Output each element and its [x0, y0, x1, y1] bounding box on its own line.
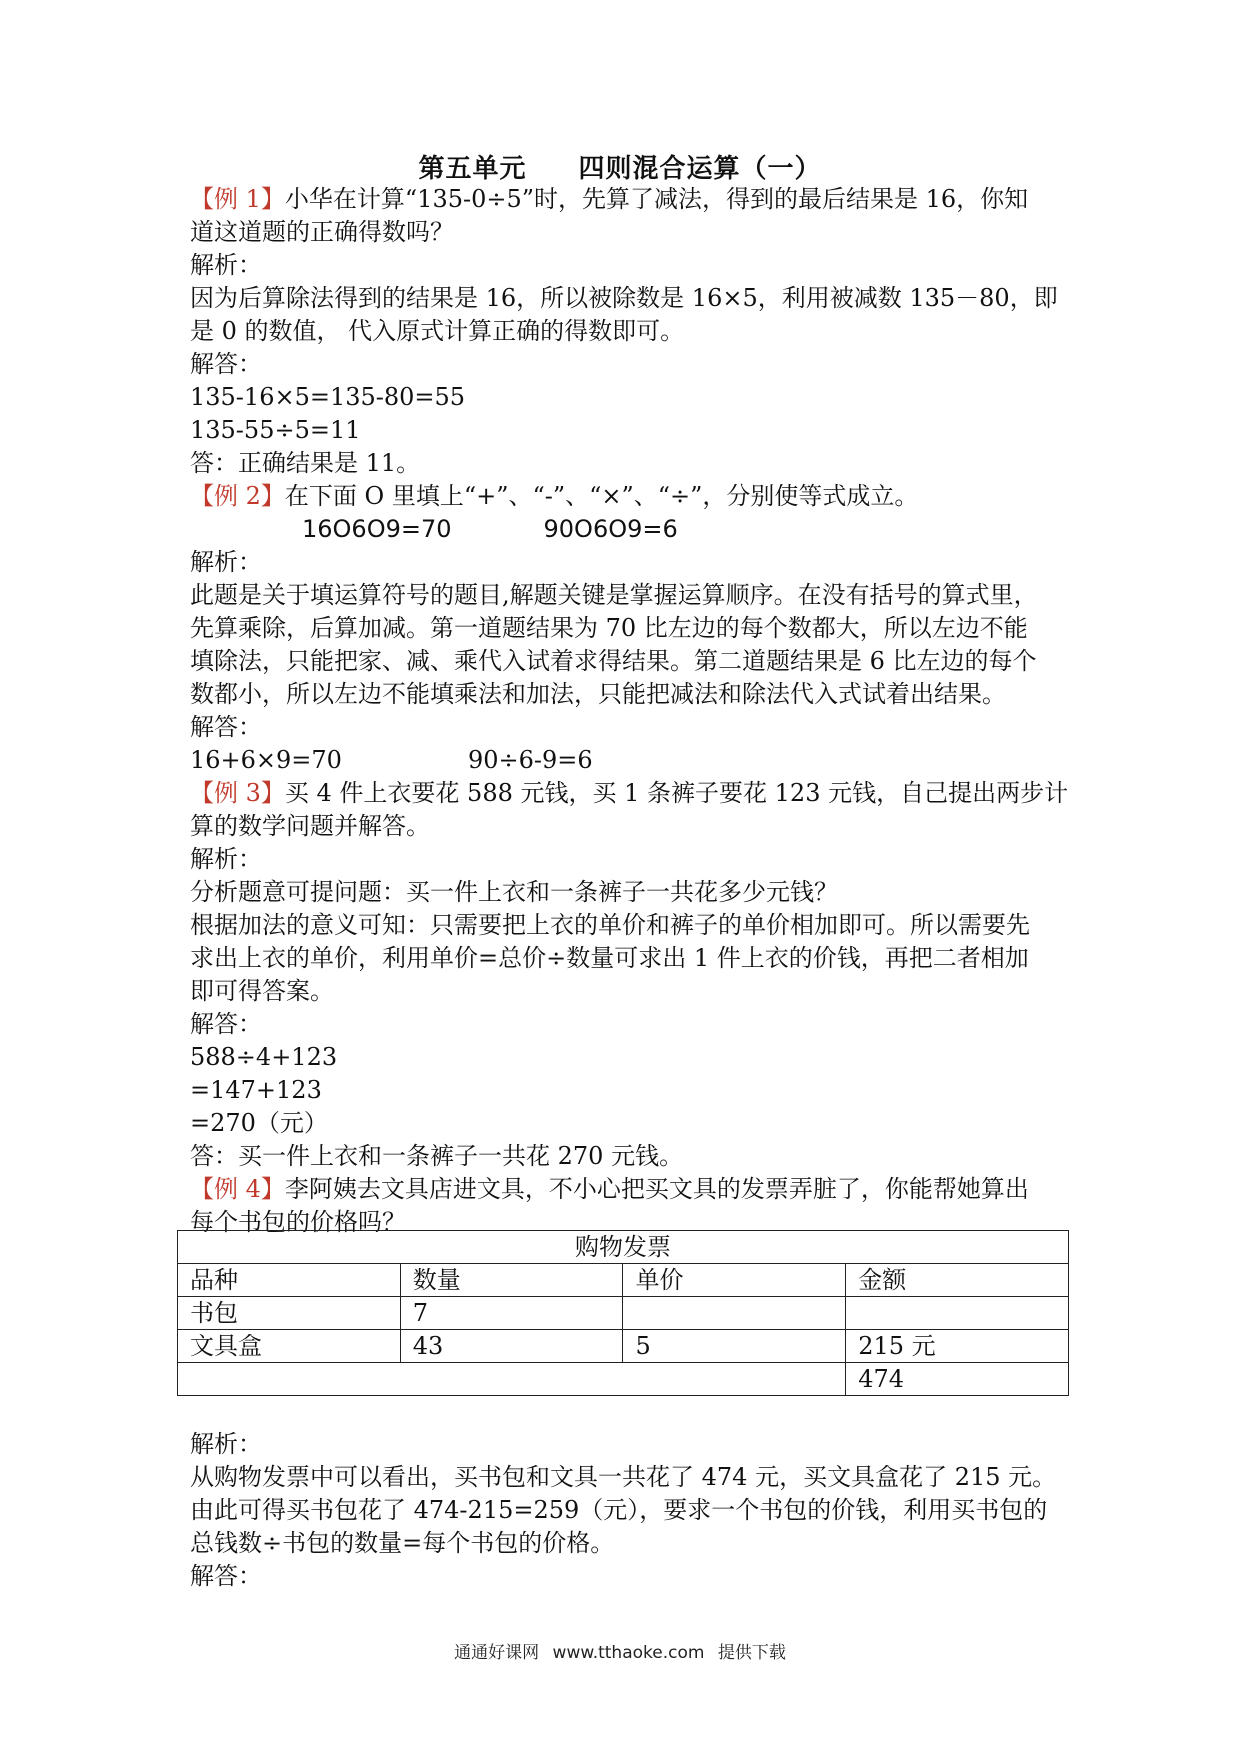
- ex4-tag: 【例 4】: [190, 1175, 285, 1203]
- ex4-analysis-line2: 由此可得买书包花了 474-215=259（元），要求一个书包的价钱，利用买书包的: [190, 1496, 1048, 1524]
- main-content: [190, 183, 1070, 1239]
- unit-title: 第五单元: [418, 154, 527, 184]
- ex1-answer-label: 解答：: [190, 350, 262, 378]
- ex3-answer-line2: =147+123: [190, 1076, 322, 1104]
- invoice-header-row: [178, 1264, 1069, 1297]
- invoice-row-pencil-box: [178, 1330, 1069, 1363]
- ex1-analysis-line1: 因为后算除法得到的结果是 16，所以被除数是 16×5，利用被减数 135－80，即: [190, 284, 1058, 312]
- ex2-analysis-line3: 填除法，只能把家、减、乘代入试着求得结果。第二道题结果是 6 比左边的每个: [190, 647, 1037, 675]
- invoice-cell: 215 元: [846, 1330, 1069, 1363]
- ex2-answer-2: 90÷6-9=6: [467, 746, 593, 774]
- ex2-answer-label: 解答：: [190, 713, 262, 741]
- ex2-analysis-line2: 先算乘除，后算加减。第一道题结果为 70 比左边的每个数都大，所以左边不能: [190, 614, 1028, 642]
- invoice-total-blank: [178, 1363, 846, 1396]
- invoice-cell: 43: [400, 1330, 623, 1363]
- invoice-caption: 购物发票: [178, 1231, 1069, 1264]
- ex1-answer-line2: 135-55÷5=11: [190, 416, 361, 444]
- invoice-cell: [846, 1297, 1069, 1330]
- ex2-equation-1: 16O6O9=70: [302, 515, 452, 543]
- ex3-analysis-line2: 根据加法的意义可知：只需要把上衣的单价和裤子的单价相加即可。所以需要先: [190, 911, 1030, 939]
- page-title: [0, 148, 1240, 185]
- ex3-analysis-line4: 即可得答案。: [190, 977, 334, 1005]
- invoice-header-cell: 数量: [400, 1264, 623, 1297]
- ex1-answer-line1: 135-16×5=135-80=55: [190, 383, 466, 411]
- footer-url[interactable]: www.tthaoke.com: [552, 1643, 705, 1663]
- ex3-answer-line1: 588÷4+123: [190, 1043, 338, 1071]
- ex2-equation-2: 90O6O9=6: [543, 515, 678, 543]
- ex2-equations: [190, 513, 1070, 546]
- ex1-question-line1: 【例 1】小华在计算“135-0÷5”时，先算了减法，得到的最后结果是 16，你知: [190, 185, 1029, 213]
- invoice-cell: 5: [623, 1330, 846, 1363]
- ex1-final-answer: 答：正确结果是 11。: [190, 449, 421, 477]
- ex2-question: 【例 2】在下面 O 里填上“+”、“-”、“×”、“÷”，分别使等式成立。: [190, 482, 919, 510]
- ex4-answer-label: 解答：: [190, 1562, 262, 1590]
- ex3-analysis-label: 解析：: [190, 845, 262, 873]
- invoice-total: 474: [846, 1363, 1069, 1396]
- ex3-analysis-line3: 求出上衣的单价，利用单价=总价÷数量可求出 1 件上衣的价钱，再把二者相加: [190, 944, 1029, 972]
- ex2-answers: [190, 744, 1070, 777]
- ex3-analysis-line1: 分析题意可提问题：买一件上衣和一条裤子一共花多少元钱？: [190, 878, 838, 906]
- invoice-cell: [623, 1297, 846, 1330]
- ex4-question-line1: 【例 4】李阿姨去文具店进文具，不小心把买文具的发票弄脏了，你能帮她算出: [190, 1175, 1029, 1203]
- ex2-answer-1: 16+6×9=70: [190, 746, 342, 774]
- ex4-analysis-label: 解析：: [190, 1430, 262, 1458]
- ex3-question-line2: 算的数学问题并解答。: [190, 812, 430, 840]
- invoice-cell: 书包: [178, 1297, 401, 1330]
- invoice-row-schoolbag: [178, 1297, 1069, 1330]
- ex3-final-answer: 答：买一件上衣和一条裤子一共花 270 元钱。: [190, 1142, 684, 1170]
- ex3-answer-line3: =270（元）: [190, 1109, 328, 1137]
- ex1-tag: 【例 1】: [190, 185, 285, 213]
- ex2-tag: 【例 2】: [190, 482, 285, 510]
- ex4-analysis-block: [190, 1428, 1070, 1593]
- ex4-analysis-line1: 从购物发票中可以看出，买书包和文具一共花了 474 元，买文具盒花了 215 元。: [190, 1463, 1057, 1491]
- ex3-tag: 【例 3】: [190, 779, 285, 807]
- invoice-header-cell: 品种: [178, 1264, 401, 1297]
- topic-title: 四则混合运算（一）: [578, 154, 822, 184]
- invoice-cell: 文具盒: [178, 1330, 401, 1363]
- invoice-caption-row: [178, 1231, 1069, 1264]
- invoice-cell: 7: [400, 1297, 623, 1330]
- ex1-analysis-label: 解析：: [190, 251, 262, 279]
- ex2-analysis-line1: 此题是关于填运算符号的题目,解题关键是掌握运算顺序。在没有括号的算式里，: [190, 581, 1038, 609]
- footer-suffix: 提供下载: [717, 1643, 786, 1663]
- ex4-question-line2: 每个书包的价格吗？: [190, 1208, 406, 1236]
- ex3-answer-label: 解答：: [190, 1010, 262, 1038]
- invoice-header-cell: 金额: [846, 1264, 1069, 1297]
- invoice-header-cell: 单价: [623, 1264, 846, 1297]
- ex4-analysis-line3: 总钱数÷书包的数量=每个书包的价格。: [190, 1529, 615, 1557]
- ex1-analysis-line2: 是 0 的数值， 代入原式计算正确的得数即可。: [190, 317, 685, 345]
- invoice-total-row: [178, 1363, 1069, 1396]
- ex2-analysis-label: 解析：: [190, 548, 262, 576]
- page-footer: [0, 1638, 1240, 1663]
- invoice-table: [177, 1230, 1069, 1396]
- footer-site-name: 通通好课网: [454, 1643, 540, 1663]
- ex2-analysis-line4: 数都小，所以左边不能填乘法和加法，只能把减法和除法代入式试着出结果。: [190, 680, 1006, 708]
- ex3-question-line1: 【例 3】买 4 件上衣要花 588 元钱，买 1 条裤子要花 123 元钱，自己提出两步计: [190, 779, 1069, 807]
- ex1-question-line2: 道这道题的正确得数吗？: [190, 218, 454, 246]
